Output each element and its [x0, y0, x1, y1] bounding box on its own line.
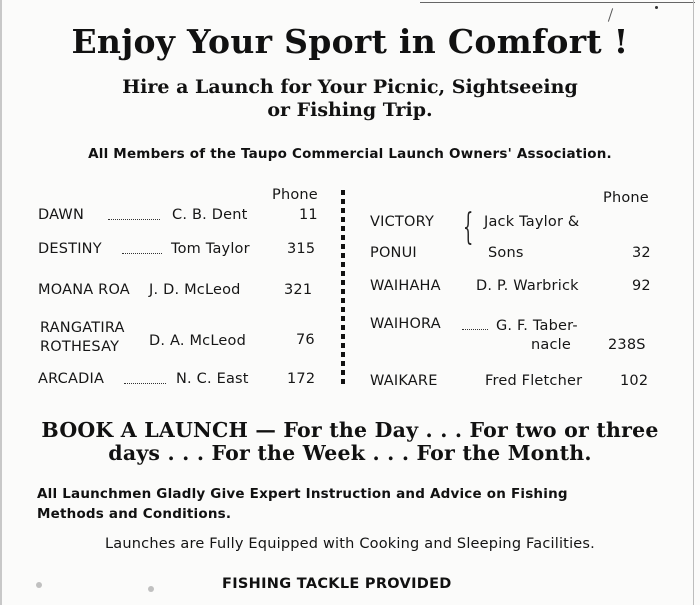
- launch-name: MOANA ROA: [38, 282, 130, 298]
- phone-header-right: Phone: [603, 190, 649, 206]
- launch-owner: D. A. McLeod: [149, 333, 246, 349]
- facilities-line: Launches are Fully Equipped with Cooking and Sleeping Facilities.: [105, 536, 595, 552]
- tackle-provided-line: FISHING TACKLE PROVIDED: [222, 576, 452, 592]
- launch-owner: Sons: [488, 245, 524, 261]
- launch-name: VICTORY: [370, 214, 434, 230]
- ad-subtitle-line-1: Hire a Launch for Your Picnic, Sightseeing: [122, 76, 578, 98]
- instruction-line-2: Methods and Conditions.: [37, 506, 232, 522]
- scan-dot: [655, 6, 658, 9]
- launch-phone: 76: [296, 332, 315, 348]
- ink-smudge: [36, 582, 42, 588]
- launch-name: DESTINY: [38, 241, 102, 257]
- launch-name: ARCADIA: [38, 371, 105, 387]
- column-divider: [341, 190, 345, 386]
- launch-phone: 32: [632, 245, 651, 261]
- dotted-leader: [124, 383, 166, 384]
- launch-phone: 315: [287, 241, 316, 257]
- brace-mark: {: [463, 207, 474, 248]
- launch-name: WAIHAHA: [370, 278, 441, 294]
- launch-owner: G. F. Taber-: [496, 318, 578, 334]
- launch-owner: C. B. Dent: [172, 207, 248, 223]
- launch-owner: J. D. McLeod: [149, 282, 241, 298]
- phone-header-left: Phone: [272, 187, 318, 203]
- launch-phone: 102: [620, 373, 649, 389]
- launch-owner: Fred Fletcher: [485, 373, 583, 389]
- ink-smudge: [148, 586, 154, 592]
- launch-name: RANGATIRA: [40, 320, 125, 336]
- instruction-line-1: All Launchmen Gladly Give Expert Instruction and Advice on Fishing: [37, 486, 568, 502]
- launch-name: PONUI: [370, 245, 417, 261]
- launch-name: DAWN: [38, 207, 85, 223]
- dotted-leader: [462, 329, 488, 330]
- launch-owner: Tom Taylor: [171, 241, 250, 257]
- scan-mark: [608, 8, 613, 22]
- top-rule: [420, 2, 695, 3]
- launch-owner: nacle: [531, 337, 571, 353]
- launch-phone: 238S: [608, 337, 646, 353]
- launch-phone: 11: [299, 207, 318, 223]
- launch-name: WAIHORA: [370, 316, 441, 332]
- launch-name: ROTHESAY: [40, 339, 120, 355]
- launch-phone: 321: [284, 282, 313, 298]
- dotted-leader: [122, 253, 162, 254]
- launch-owner: Jack Taylor &: [484, 214, 580, 230]
- association-members-line: All Members of the Taupo Commercial Launch Owners' Association.: [88, 146, 612, 162]
- dotted-leader: [108, 219, 160, 220]
- ad-subtitle-line-2: or Fishing Trip.: [267, 99, 433, 121]
- launch-phone: 172: [287, 371, 316, 387]
- ad-title: Enjoy Your Sport in Comfort !: [71, 22, 629, 61]
- launch-owner: D. P. Warbrick: [476, 278, 579, 294]
- book-launch-line-2: days . . . For the Week . . . For the Month.: [108, 441, 592, 465]
- launch-owner: N. C. East: [176, 371, 249, 387]
- launch-name: WAIKARE: [370, 373, 438, 389]
- book-launch-line-1: BOOK A LAUNCH — For the Day . . . For two or three: [41, 418, 659, 442]
- launch-phone: 92: [632, 278, 651, 294]
